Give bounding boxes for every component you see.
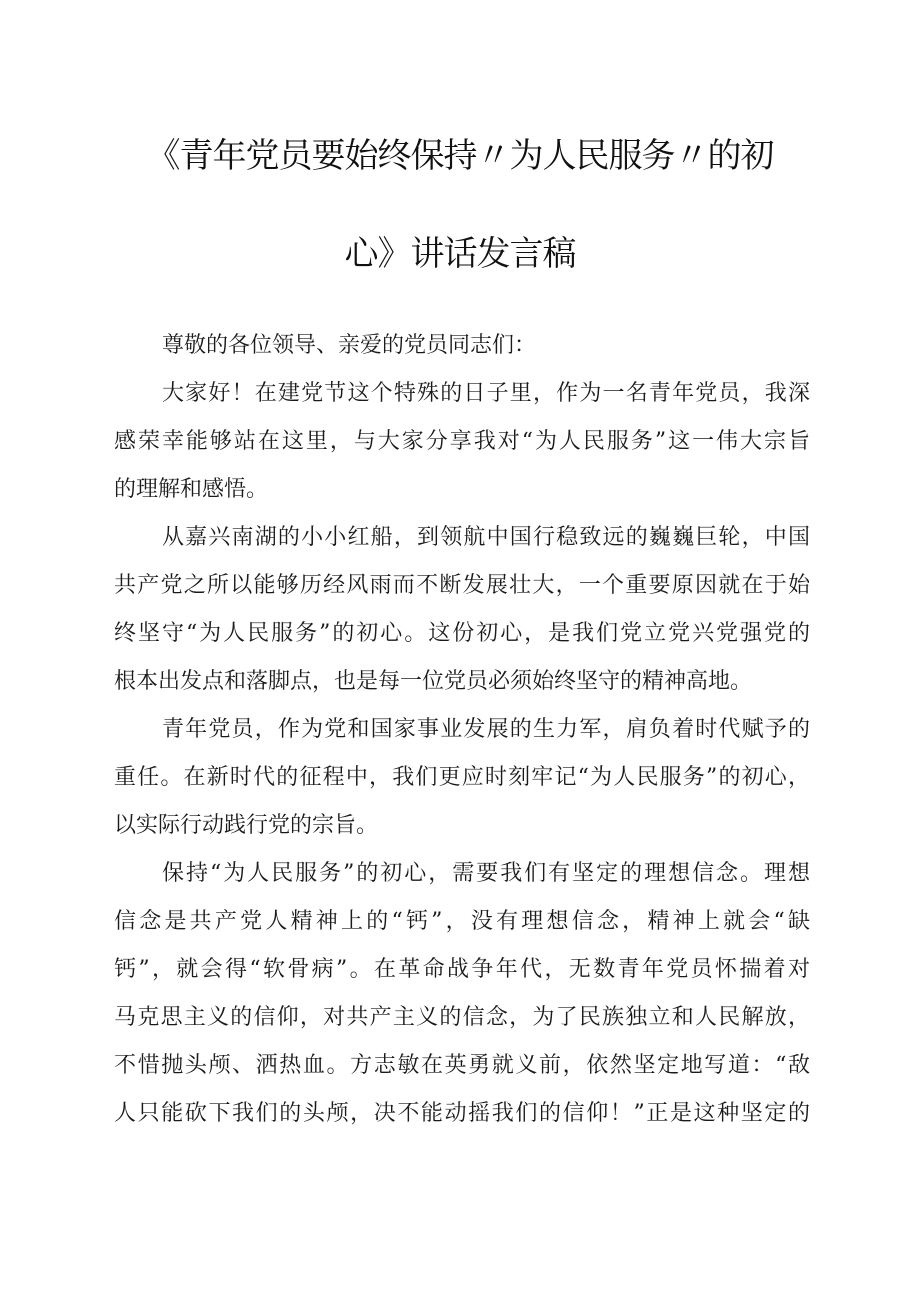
paragraph-ideals-beliefs [114, 850, 810, 1138]
paragraph-youth-members [114, 706, 810, 850]
paragraph-line: 终坚守“为人民服务”的初心。这份初心，是我们党立党兴党强党的 [114, 621, 810, 646]
paragraph-line: 根本出发点和落脚点，也是每一位党员必须始终坚守的精神高地。 [114, 669, 753, 694]
paragraph-line: 感荣幸能够站在这里，与大家分享我对“为人民服务”这一伟大宗旨 [114, 429, 810, 454]
paragraph-line: 以实际行动践行党的宗旨。 [114, 813, 379, 838]
paragraph-line: 从嘉兴南湖的小小红船，到领航中国行稳致远的巍巍巨轮，中国 [162, 525, 810, 550]
document-body [114, 322, 810, 1138]
paragraph-line: 尊敬的各位领导、亲爱的党员同志们： [162, 333, 537, 358]
paragraph-line: 重任。在新时代的征程中，我们更应时刻牢记“为人民服务”的初心， [114, 765, 810, 790]
paragraph-salutation [114, 322, 810, 370]
paragraph-line: 青年党员，作为党和国家事业发展的生力军，肩负着时代赋予的 [162, 717, 810, 742]
document-title-line-2: 心》讲话发言稿 [344, 234, 576, 274]
paragraph-line: 保持“为人民服务”的初心，需要我们有坚定的理想信念。理想 [162, 861, 810, 886]
paragraph-history [114, 514, 810, 706]
paragraph-line: 的理解和感悟。 [114, 477, 269, 502]
paragraph-line: 不惜抛头颅、洒热血。方志敏在英勇就义前，依然坚定地写道：“敌 [114, 1053, 810, 1078]
paragraph-line: 共产党之所以能够历经风雨而不断发展壮大，一个重要原因就在于始 [114, 573, 810, 598]
paragraph-line: 人只能砍下我们的头颅，决不能动摇我们的信仰！”正是这种坚定的 [114, 1101, 810, 1126]
document-title-line-1: 《青年党员要始终保持〃为人民服务〃的初 [146, 136, 774, 176]
paragraph-line: 大家好！在建党节这个特殊的日子里，作为一名青年党员，我深 [162, 381, 810, 406]
paragraph-line: 信念是共产党人精神上的“钙”，没有理想信念，精神上就会“缺 [114, 909, 810, 934]
paragraph-line: 钙”，就会得“软骨病”。在革命战争年代，无数青年党员怀揣着对 [114, 957, 810, 982]
paragraph-line: 马克思主义的信仰，对共产主义的信念，为了民族独立和人民解放， [114, 1005, 810, 1030]
paragraph-greeting [114, 370, 810, 514]
